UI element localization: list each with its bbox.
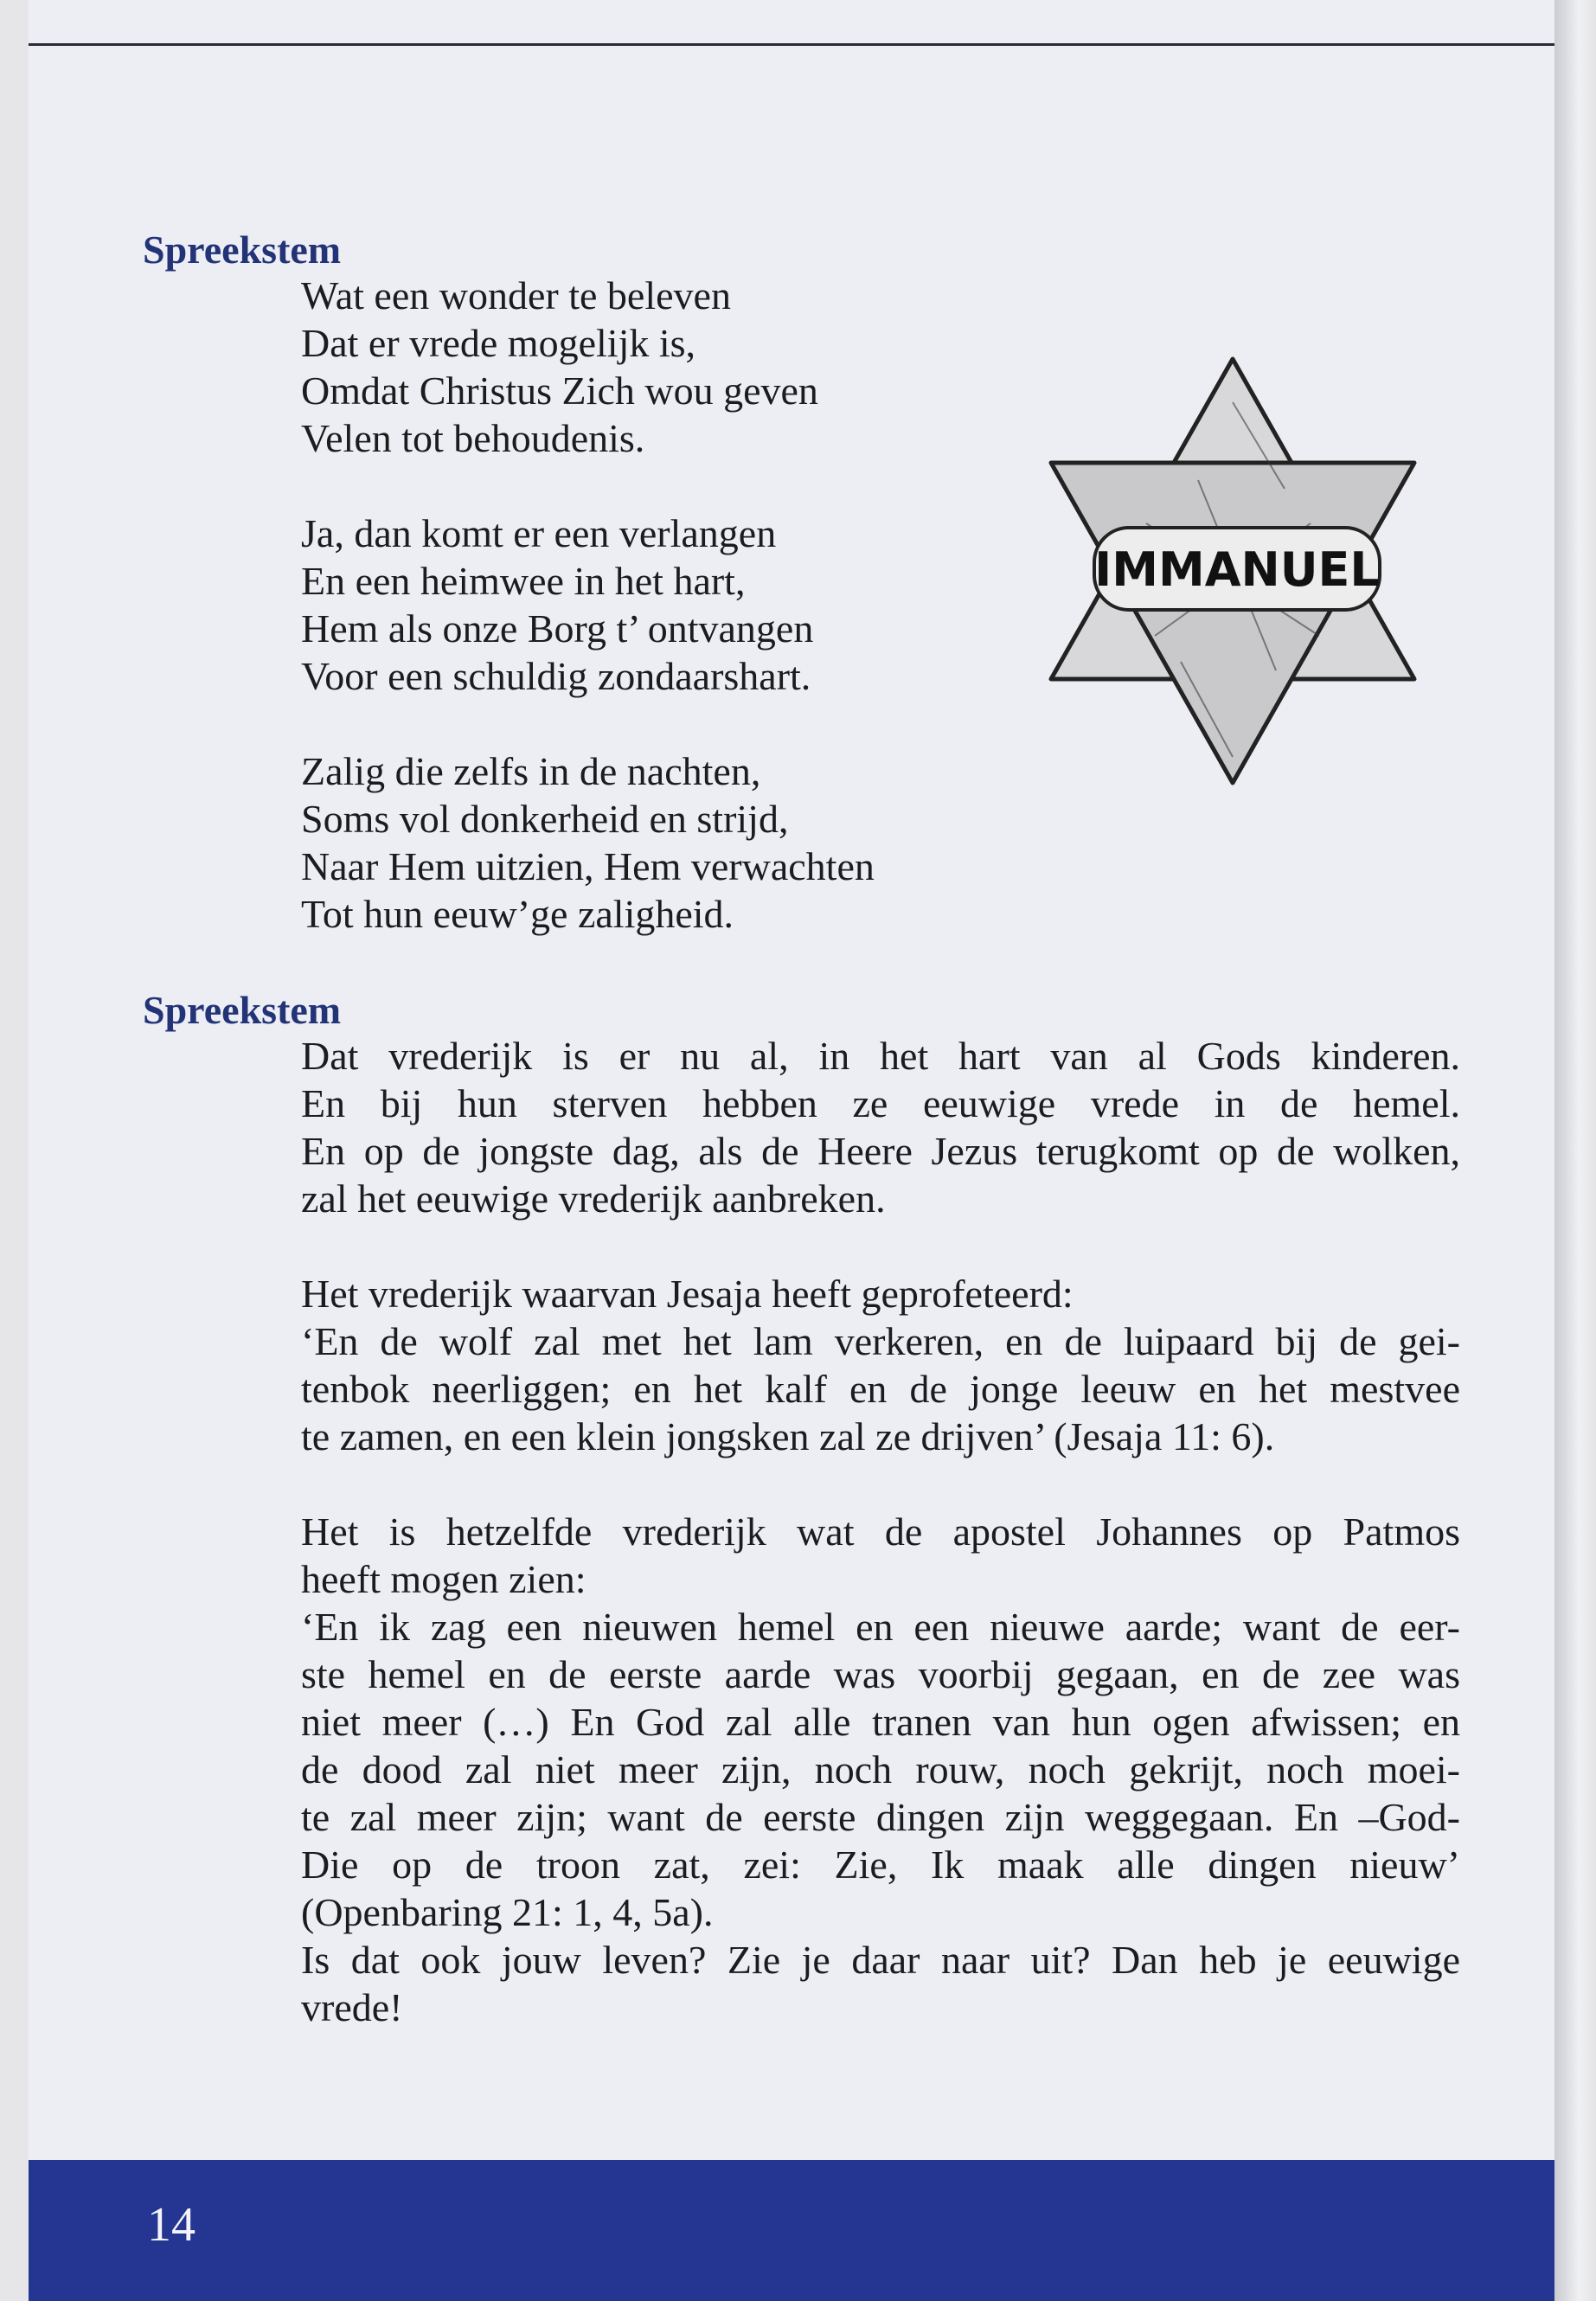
poem-line: Naar Hem uitzien, Hem verwachten: [301, 844, 875, 888]
stanza-3: [301, 747, 875, 938]
paragraph-line: (Openbaring 21: 1, 4, 5a).: [301, 1890, 714, 1934]
paragraph-line: ‘En ik zag een nieuwen hemel en een nieuwe aarde; want de eer-: [301, 1605, 1460, 1649]
section-heading-2: Spreekstem: [143, 988, 342, 1032]
poem-line: Hem als onze Borg t’ ontvangen: [301, 606, 814, 651]
paragraph-line: Het vrederijk waarvan Jesaja heeft geprofeteerd:: [301, 1272, 1074, 1316]
paragraph-line: Dat vrederijk is er nu al, in het hart van al Gods kinderen.: [301, 1034, 1460, 1078]
poem-line: Zalig die zelfs in de nachten,: [301, 749, 761, 793]
page-number: 14: [147, 2198, 195, 2252]
paragraph-1: [301, 1032, 1460, 1222]
section-heading-1: Spreekstem: [143, 228, 342, 272]
paragraph-line: de dood zal niet meer zijn, noch rouw, noch gekrijt, noch moei-: [301, 1747, 1460, 1791]
stanza-1: [301, 272, 818, 462]
poem-line: Soms vol donkerheid en strijd,: [301, 797, 789, 841]
paragraph-line: Het is hetzelfde vrederijk wat de apostel Johannes op Patmos: [301, 1509, 1460, 1554]
paragraph-line: Die op de troon zat, zei: Zie, Ik maak alle dingen nieuw’: [301, 1843, 1460, 1887]
stanza-2: [301, 510, 813, 700]
footer-band: [29, 2160, 1554, 2301]
star-label: IMMANUEL: [1094, 542, 1380, 597]
paragraph-line: En bij hun sterven hebben ze eeuwige vrede in de hemel.: [301, 1081, 1460, 1125]
paragraph-line: heeft mogen zien:: [301, 1557, 586, 1601]
paragraph-line: te zal meer zijn; want de eerste dingen zijn weggegaan. En –God-: [301, 1795, 1460, 1839]
poem-line: En een heimwee in het hart,: [301, 559, 746, 603]
top-rule: [29, 43, 1554, 46]
poem-line: Dat er vrede mogelijk is,: [301, 321, 696, 365]
star-of-david-icon: [973, 350, 1458, 792]
paragraph-2: [301, 1270, 1460, 1460]
paragraph-line: En op de jongste dag, als de Heere Jezus terugkomt op de wolken,: [301, 1129, 1460, 1173]
paragraph-line: niet meer (…) En God zal alle tranen van hun ogen afwissen; en: [301, 1700, 1460, 1744]
poem-line: Omdat Christus Zich wou geven: [301, 369, 818, 413]
paragraph-line: ste hemel en de eerste aarde was voorbij gegaan, en de zee was: [301, 1652, 1460, 1696]
page-edge: [1554, 0, 1596, 2301]
poem-line: Velen tot behoudenis.: [301, 416, 645, 460]
poem-line: Wat een wonder te beleven: [301, 273, 731, 317]
poem-line: Voor een schuldig zondaarshart.: [301, 654, 811, 698]
paragraph-line: ‘En de wolf zal met het lam verkeren, en de luipaard bij de gei-: [301, 1319, 1460, 1363]
paragraph-3: [301, 1508, 1460, 2031]
paragraph-line: vrede!: [301, 1985, 403, 2029]
poem-line: Ja, dan komt er een verlangen: [301, 511, 777, 555]
poem-line: Tot hun eeuw’ge zaligheid.: [301, 892, 734, 936]
paragraph-line: tenbok neerliggen; en het kalf en de jonge leeuw en het mestvee: [301, 1367, 1460, 1411]
paragraph-line: Is dat ook jouw leven? Zie je daar naar uit? Dan heb je eeuwige: [301, 1938, 1460, 1982]
paragraph-line: zal het eeuwige vrederijk aanbreken.: [301, 1176, 886, 1221]
paragraph-line: te zamen, en een klein jongsken zal ze drijven’ (Jesaja 11: 6).: [301, 1414, 1275, 1458]
